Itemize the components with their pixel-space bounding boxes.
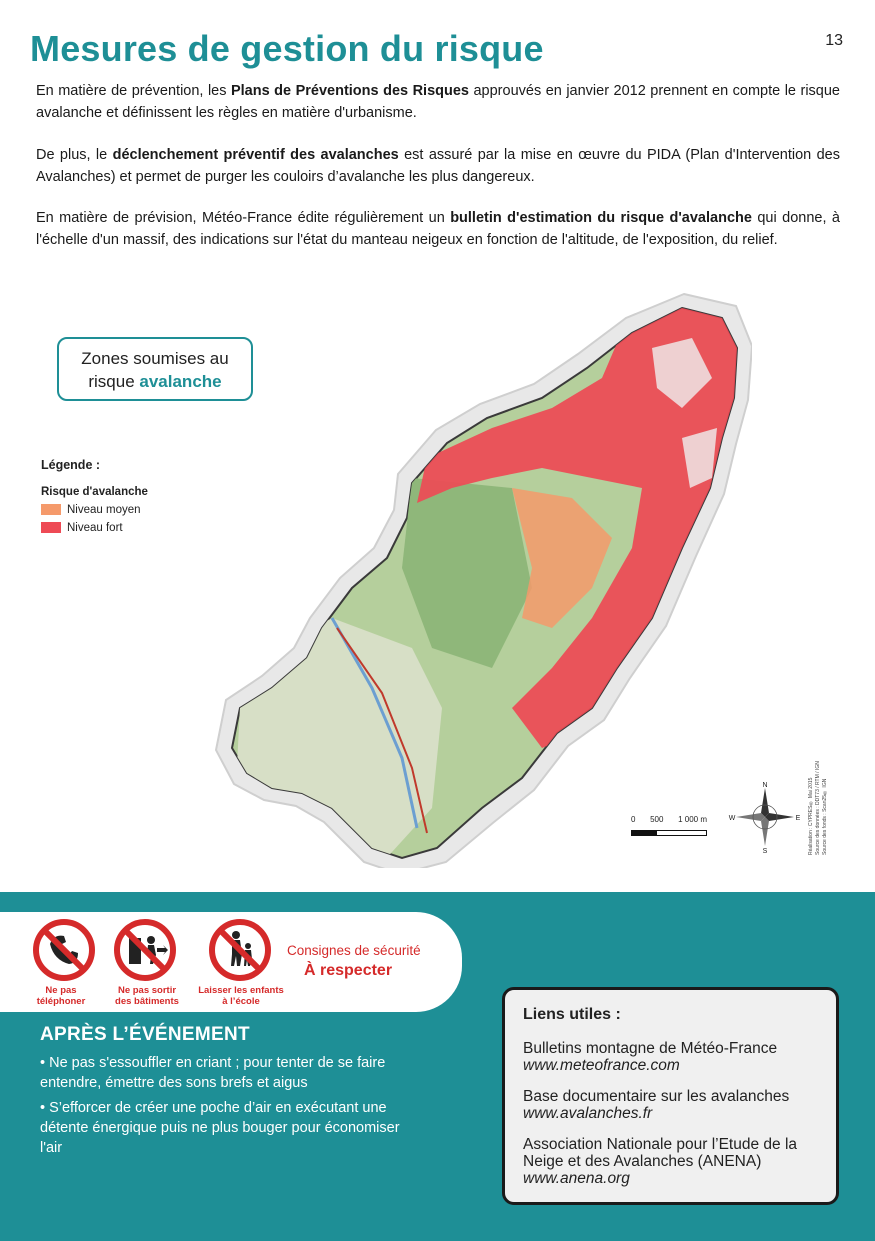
compass-e: E bbox=[795, 815, 801, 822]
link-url[interactable]: www.meteofrance.com bbox=[523, 1057, 680, 1074]
scale-label: 500 bbox=[650, 815, 664, 824]
consignes-label: Consignes de sécurité bbox=[287, 943, 421, 958]
caption-line: à l’école bbox=[222, 996, 260, 1007]
caption-line: téléphoner bbox=[36, 996, 86, 1007]
caption-line: Ne pas sortir bbox=[117, 985, 177, 996]
legend-item-medium bbox=[41, 504, 141, 516]
link-item-meteofrance bbox=[523, 1040, 818, 1074]
credit-line: Source des données : DDT73 / RTM / IGN bbox=[815, 761, 821, 855]
map-title-accent: avalanche bbox=[139, 372, 222, 391]
credit-line: Source des fonds : Scan25® IGN bbox=[822, 778, 828, 855]
map-title-line1: Zones soumises au bbox=[81, 349, 229, 368]
respecter-label: À respecter bbox=[304, 962, 393, 979]
page-title: Mesures de gestion du risque bbox=[30, 28, 544, 69]
map-title-line2 bbox=[59, 370, 251, 393]
legend-label: Niveau moyen bbox=[67, 504, 141, 516]
legend-item-strong bbox=[41, 522, 123, 534]
paragraph-prevention bbox=[36, 80, 840, 124]
paragraph-text: approuvés en janvier 2012 prennent en compte le risque avalanche et définissent les règles en matière d'urbanisme. bbox=[36, 83, 840, 121]
compass-w: W bbox=[728, 815, 736, 822]
paragraph-bold: Plans de Préventions des Risques bbox=[230, 83, 469, 99]
compass-n: N bbox=[762, 782, 768, 789]
map-scale bbox=[631, 815, 711, 836]
paragraph-bold: déclenchement préventif des avalanches bbox=[112, 147, 399, 163]
paragraph-text: En matière de prévention, les bbox=[36, 83, 231, 99]
links-title: Liens utiles : bbox=[523, 1006, 621, 1023]
legend-swatch-strong bbox=[41, 522, 61, 533]
apres-item: • S’efforcer de créer une poche d’air en exécutant une détente énergique puis ne plus bouger pour économiser l'air bbox=[40, 1100, 400, 1156]
scale-label: 1 000 m bbox=[678, 815, 707, 824]
paragraph-declenchement bbox=[36, 144, 840, 188]
caption-line: Laisser les enfants bbox=[198, 985, 284, 996]
apres-title: APRÈS L’ÉVÉNEMENT bbox=[40, 1024, 250, 1045]
map-title-box bbox=[57, 337, 253, 401]
paragraph-prevision bbox=[36, 207, 840, 251]
apres-item: • Ne pas s'essouffler en criant ; pour tenter de se faire entendre, émettre des sons brefs et aigus bbox=[40, 1055, 386, 1091]
link-item-anena bbox=[523, 1136, 818, 1187]
credit-line: Réalisation : CYPRES® Mai 2015 bbox=[808, 777, 814, 855]
map-credits bbox=[808, 735, 842, 855]
scale-label: 0 bbox=[631, 815, 636, 824]
compass-s: S bbox=[762, 848, 768, 854]
compass-rose-icon bbox=[728, 780, 802, 854]
sign-caption-phone bbox=[26, 985, 96, 1007]
sign-caption-building bbox=[105, 985, 189, 1007]
paragraph-text: En matière de prévision, Météo-France édite régulièrement un bbox=[36, 210, 451, 226]
link-label: Association Nationale pour l’Etude de la Neige et des Avalanches (ANENA) bbox=[523, 1136, 798, 1170]
no-phone-icon bbox=[32, 918, 96, 982]
sign-caption-school bbox=[190, 985, 292, 1007]
legend-title: Légende : bbox=[41, 458, 101, 472]
page-number: 13 bbox=[825, 32, 843, 49]
link-label: Base documentaire sur les avalanches bbox=[523, 1088, 790, 1105]
caption-line: des bâtiments bbox=[115, 996, 179, 1007]
link-url[interactable]: www.anena.org bbox=[523, 1170, 630, 1187]
caption-line: Ne pas bbox=[45, 985, 77, 996]
useful-links-box bbox=[502, 987, 839, 1205]
scale-bar bbox=[631, 830, 707, 836]
paragraph-bold: bulletin d'estimation du risque d'avalanche bbox=[450, 210, 752, 226]
paragraph-text: qui donne, à l'échelle d'un massif, des indications sur l'état du manteau neigeux en fonction de l'altitude, de l'exposition, du relief. bbox=[36, 210, 840, 248]
no-exit-building-icon bbox=[113, 918, 177, 982]
legend-subtitle: Risque d'avalanche bbox=[41, 486, 148, 498]
avalanche-risk-map bbox=[212, 288, 752, 868]
legend-label: Niveau fort bbox=[67, 522, 123, 534]
legend-swatch-medium bbox=[41, 504, 61, 515]
link-url[interactable]: www.avalanches.fr bbox=[523, 1105, 653, 1122]
leave-children-school-icon bbox=[208, 918, 272, 982]
paragraph-text: est assuré par la mise en œuvre du PIDA (Plan d'Intervention des Avalanches) et permet de purger les couloirs d’avalanche les plus dangereux. bbox=[36, 147, 840, 185]
paragraph-text: De plus, le bbox=[36, 147, 113, 163]
link-item-avalanches bbox=[523, 1088, 818, 1122]
link-label: Bulletins montagne de Météo-France bbox=[523, 1040, 778, 1057]
map-title-prefix: risque bbox=[88, 372, 140, 391]
